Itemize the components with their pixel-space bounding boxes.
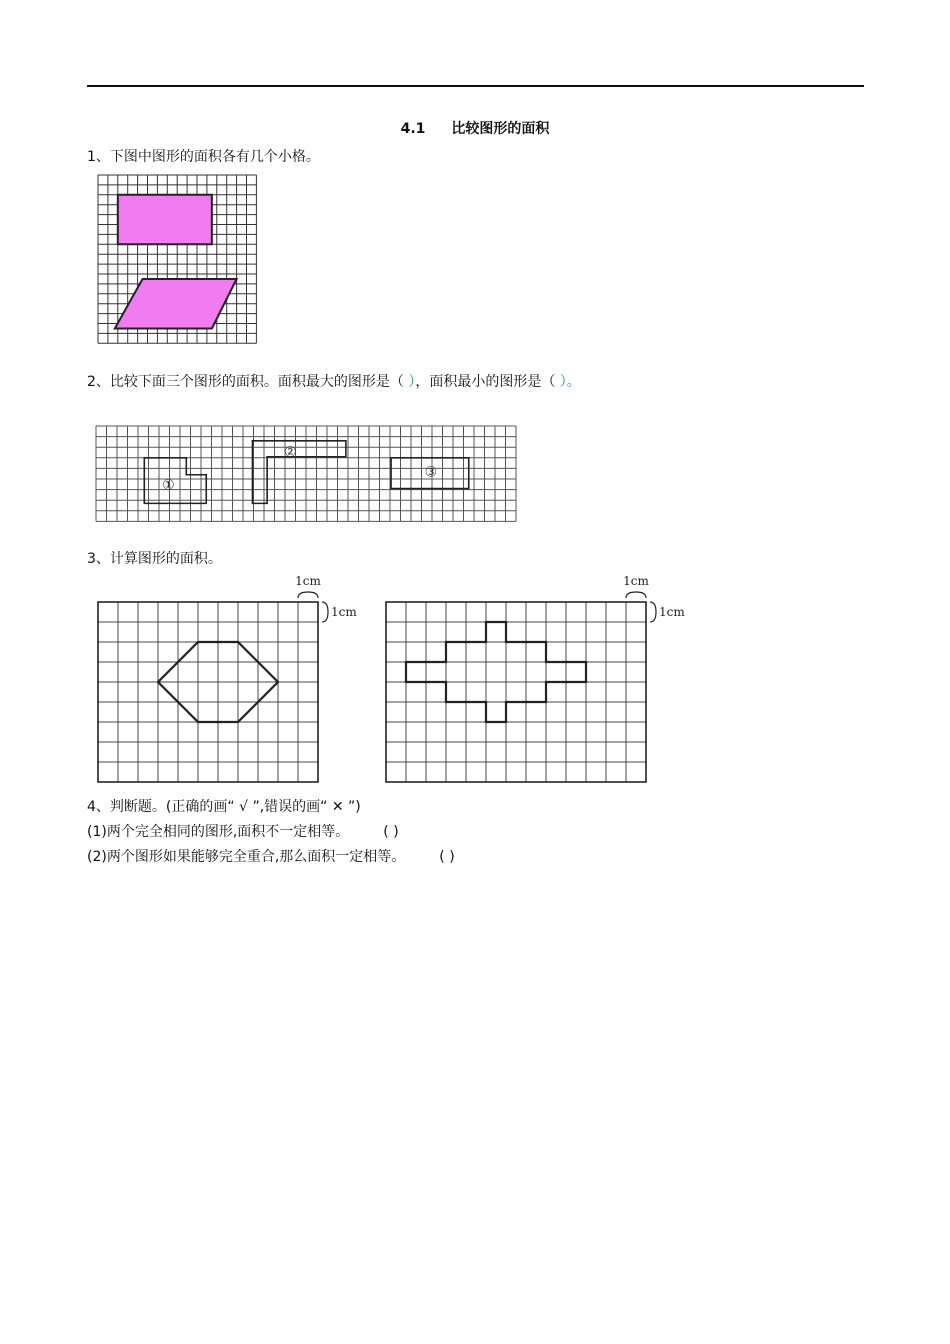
- q3-cross-grid: [378, 570, 698, 790]
- question-2: [87, 371, 581, 391]
- unit-label-side: 1cm: [331, 605, 357, 619]
- unit-brace-side: [650, 602, 656, 622]
- shape-label-1: ①: [162, 477, 175, 494]
- q3-hexagon-grid: [90, 570, 370, 790]
- shape-1: [144, 458, 206, 504]
- question-1: 1、下图中图形的面积各有几个小格。: [87, 149, 320, 165]
- question-4: 4、判断题。(正确的画“ √ ”,错误的画“ ✕ ”): [87, 799, 361, 815]
- answer-blank-largest[interactable]: ）: [403, 374, 416, 390]
- unit-brace-side: [322, 602, 328, 622]
- unit-brace-top: [298, 592, 318, 598]
- question-2-part-a: 2、比较下面三个图形的面积。面积最大的图形是（: [87, 374, 404, 390]
- item-1-text: (1)两个完全相同的图形,面积不一定相等。: [87, 824, 350, 840]
- grid-border: [386, 602, 646, 782]
- q1-grid-figure: [90, 172, 265, 347]
- answer-blank-smallest[interactable]: ）。: [555, 374, 581, 390]
- item-2-text: (2)两个图形如果能够完全重合,那么面积一定相等。: [87, 849, 406, 865]
- cross-shape: [406, 622, 586, 722]
- top-rule: [87, 85, 864, 87]
- pink-parallelogram: [115, 279, 237, 329]
- pink-rectangle: [118, 195, 212, 245]
- item-2-answer-blank[interactable]: ( ): [439, 849, 455, 865]
- grid-border: [98, 602, 318, 782]
- shape-label-3: ③: [424, 464, 438, 481]
- section-number: 4.1: [400, 121, 426, 137]
- question-3: 3、计算图形的面积。: [87, 551, 222, 567]
- question-4-item-2: [87, 846, 455, 866]
- question-4-item-1: [87, 821, 399, 841]
- shape-2: [252, 441, 345, 504]
- unit-label-top: 1cm: [295, 574, 321, 588]
- q2-grid-figure: [94, 424, 520, 522]
- shape-label-2: ②: [283, 444, 297, 461]
- question-2-part-b: ，面积最小的图形是（: [415, 374, 556, 390]
- unit-label-side: 1cm: [659, 605, 685, 619]
- unit-brace-top: [626, 592, 646, 598]
- unit-label-top: 1cm: [623, 574, 649, 588]
- item-1-answer-blank[interactable]: ( ): [383, 824, 399, 840]
- page-title: [0, 118, 950, 138]
- section-title: 比较图形的面积: [451, 121, 550, 137]
